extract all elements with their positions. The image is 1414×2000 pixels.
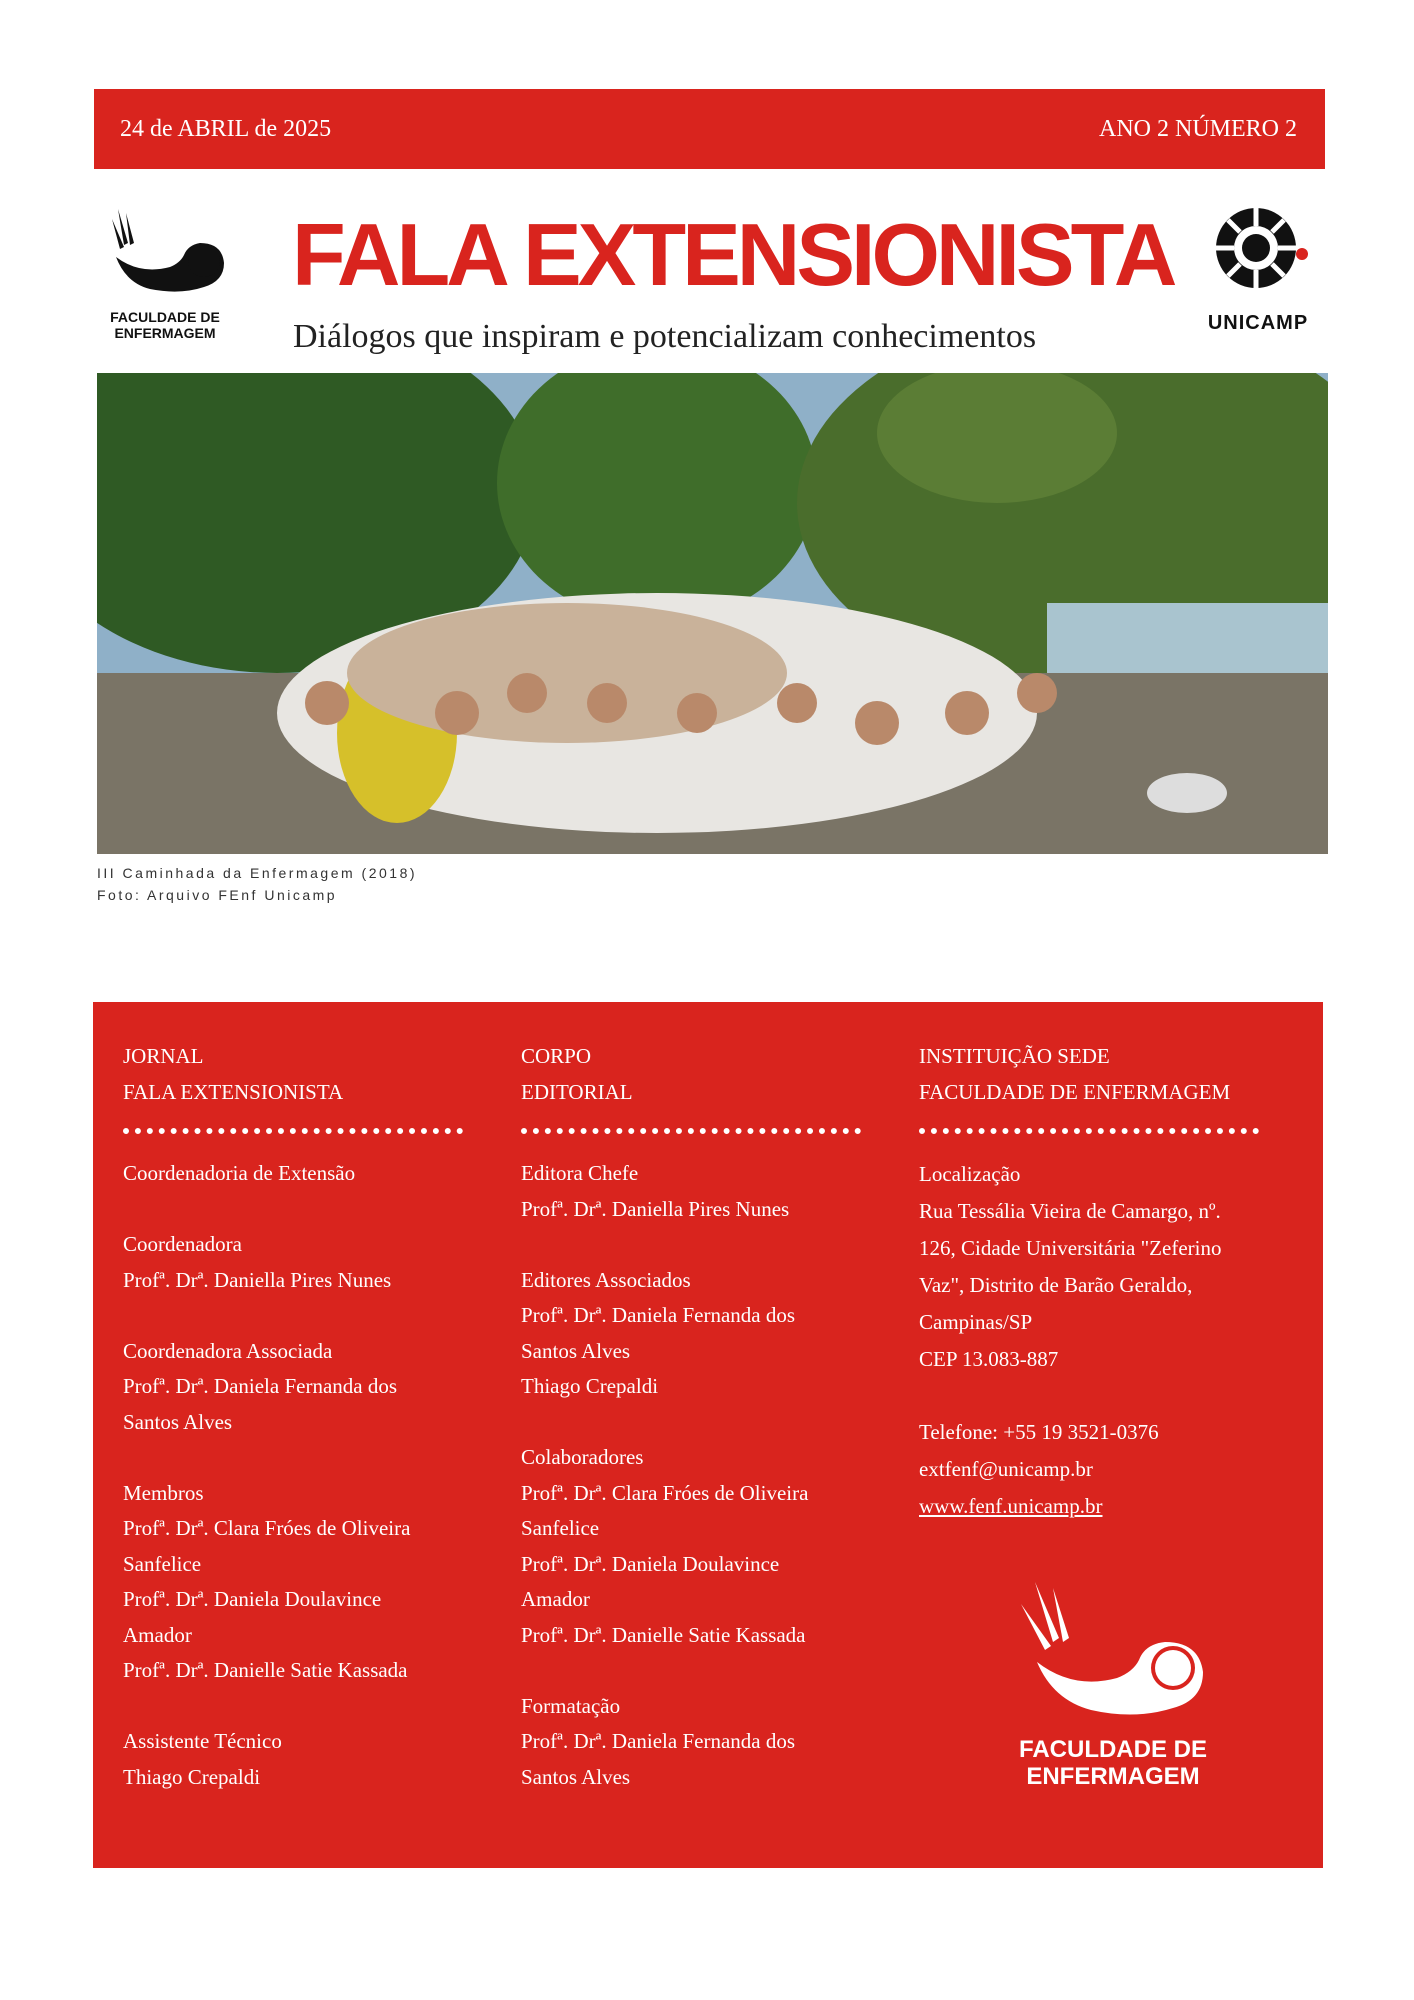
cover-photo: [97, 373, 1328, 854]
membro2-line2: Amador: [123, 1622, 192, 1647]
cover-photo-scene: [97, 373, 1328, 854]
colab1-line1: Profª. Drª. Clara Fróes de Oliveira: [521, 1480, 809, 1505]
address-block: [919, 1156, 1299, 1378]
membro2-line1: Profª. Drª. Daniela Doulavince: [123, 1587, 382, 1611]
assistente-name: Thiago Crepaldi: [123, 1764, 261, 1789]
contact-block: [919, 1414, 1299, 1525]
photo-caption-line1: III Caminhada da Enfermagem (2018): [97, 865, 418, 881]
journal-heading-line2: FALA EXTENSIONISTA: [123, 1080, 344, 1104]
colab1-line2: Sanfelice: [521, 1516, 600, 1540]
institution-heading: [919, 1038, 1299, 1110]
phone: Telefone: +55 19 3521-0376: [919, 1419, 1159, 1444]
assistente-label: Assistente Técnico: [123, 1729, 282, 1753]
journal-column: [123, 1038, 463, 1831]
formatacao-label: Formatação: [521, 1693, 621, 1718]
coordenadora-label: Coordenadora: [123, 1232, 242, 1256]
associado1-line1: Profª. Drª. Daniela Fernanda dos: [521, 1303, 796, 1327]
panel-fenf-logo: [1003, 1582, 1223, 1790]
fenf-caption-line2: ENFERMAGEM: [114, 325, 216, 341]
membros-block: [123, 1476, 463, 1689]
membro1-line2: Sanfelice: [123, 1551, 202, 1576]
fenf-logo: [100, 205, 230, 340]
location-label: Localização: [919, 1162, 1021, 1186]
associado2: Thiago Crepaldi: [521, 1374, 659, 1398]
associada-block: [123, 1334, 463, 1441]
colab2-line2: Amador: [521, 1587, 590, 1611]
photo-caption-line2: Foto: Arquivo FEnf Unicamp: [97, 887, 338, 903]
address-line3: Vaz", Distrito de Barão Geraldo,: [919, 1273, 1193, 1297]
associada-name-line2: Santos Alves: [123, 1409, 233, 1434]
colaboradores-block: [521, 1440, 861, 1653]
institution-column: [919, 1038, 1299, 1560]
info-panel: [93, 1002, 1323, 1868]
associados-label: Editores Associados: [521, 1267, 691, 1292]
issue-number: ANO 2 NÚMERO 2: [1099, 115, 1297, 142]
coordenadora-block: [123, 1227, 463, 1298]
email[interactable]: extfenf@unicamp.br: [919, 1456, 1093, 1481]
formatacao-line1: Profª. Drª. Daniela Fernanda dos: [521, 1729, 796, 1753]
masthead-subtitle: Diálogos que inspiram e potencializam conhecimentos: [293, 318, 1037, 355]
chefe-name: Profª. Drª. Daniella Pires Nunes: [521, 1196, 790, 1221]
editorial-heading: [521, 1038, 861, 1110]
unicamp-logo: [1188, 190, 1328, 340]
associados-block: [521, 1263, 861, 1405]
address-line4: Campinas/SP: [919, 1310, 1033, 1334]
membro1-line1: Profª. Drª. Clara Fróes de Oliveira: [123, 1516, 411, 1540]
address-line1: Rua Tessália Vieira de Camargo, nº.: [919, 1199, 1221, 1223]
journal-heading-line1: JORNAL: [123, 1044, 204, 1068]
panel-caption-line1: FACULDADE DE: [1018, 1736, 1207, 1763]
membros-label: Membros: [123, 1480, 204, 1505]
masthead-title: FALA EXTENSIONISTA: [292, 205, 1174, 304]
coordenadoria-label: Coordenadoria de Extensão: [123, 1161, 356, 1185]
editorial-heading-line1: CORPO: [521, 1044, 592, 1068]
oil-lamp-icon: [1013, 1582, 1213, 1732]
editorial-column: [521, 1038, 861, 1831]
oil-lamp-icon: [100, 205, 230, 301]
chefe-block: [521, 1156, 861, 1227]
coordenadora-name: Profª. Drª. Daniella Pires Nunes: [123, 1267, 392, 1292]
institution-heading-line1: INSTITUIÇÃO SEDE: [919, 1044, 1110, 1068]
chefe-label: Editora Chefe: [521, 1161, 639, 1185]
associado1-line2: Santos Alves: [521, 1338, 631, 1363]
unicamp-logo-caption: UNICAMP: [1207, 312, 1309, 334]
address-line2: 126, Cidade Universitária "Zeferino: [919, 1236, 1222, 1260]
colab2-line1: Profª. Drª. Daniela Doulavince: [521, 1551, 780, 1576]
colaboradores-label: Colaboradores: [521, 1445, 644, 1469]
postal-code: CEP 13.083-887: [919, 1347, 1059, 1371]
website-link[interactable]: www.fenf.unicamp.br: [919, 1493, 1103, 1518]
divider: [919, 1128, 1259, 1134]
editorial-heading-line2: EDITORIAL: [521, 1080, 633, 1104]
unicamp-emblem-icon: [1198, 190, 1318, 308]
membro3: Profª. Drª. Danielle Satie Kassada: [123, 1658, 408, 1682]
divider: [123, 1128, 463, 1134]
fenf-caption-line1: FACULDADE DE: [110, 309, 220, 325]
associada-name-line1: Profª. Drª. Daniela Fernanda dos: [123, 1374, 398, 1398]
issue-date: 24 de ABRIL de 2025: [120, 115, 332, 142]
institution-heading-line2: FACULDADE DE ENFERMAGEM: [919, 1080, 1231, 1104]
divider: [521, 1128, 861, 1134]
journal-heading: [123, 1038, 463, 1110]
assistente-block: [123, 1724, 463, 1795]
photo-caption: [97, 862, 417, 906]
fenf-logo-caption: [100, 309, 230, 341]
formatacao-block: [521, 1689, 861, 1796]
associada-label: Coordenadora Associada: [123, 1338, 333, 1363]
colab3: Profª. Drª. Danielle Satie Kassada: [521, 1622, 806, 1647]
formatacao-line2: Santos Alves: [521, 1764, 631, 1789]
panel-caption-line2: ENFERMAGEM: [1026, 1763, 1200, 1790]
header-bar: [94, 89, 1325, 169]
panel-logo-caption: [1003, 1736, 1223, 1790]
